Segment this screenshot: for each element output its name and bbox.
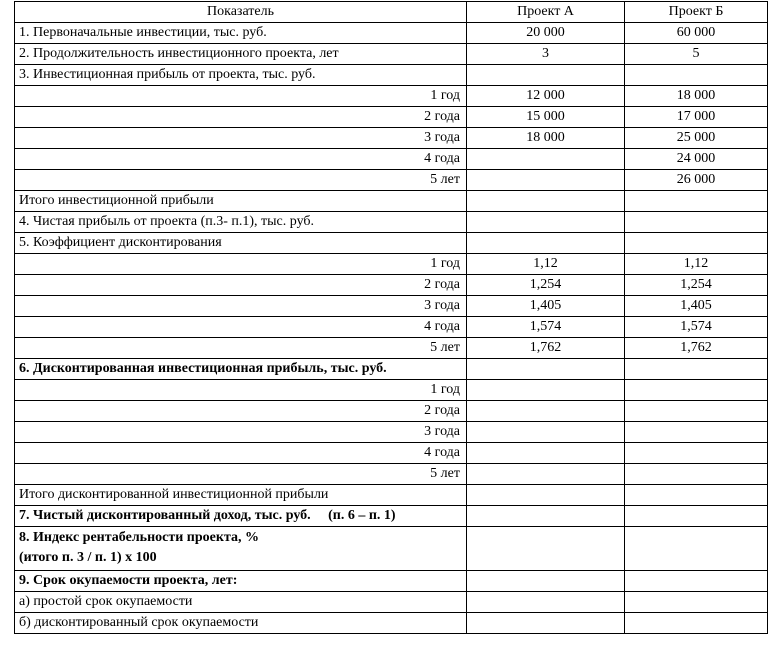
table-row [15, 191, 768, 212]
value-a [467, 65, 625, 86]
value-a [467, 485, 625, 506]
header-project-b: Проект Б [625, 2, 768, 23]
table-row [15, 338, 768, 359]
year-label: 4 года [15, 149, 467, 170]
value-b: 1,254 [625, 275, 768, 296]
year-label: 3 года [15, 296, 467, 317]
table-row [15, 254, 768, 275]
table-row [15, 592, 768, 613]
value-a [467, 380, 625, 401]
value-b: 17 000 [625, 107, 768, 128]
table-row [15, 443, 768, 464]
value-a: 15 000 [467, 107, 625, 128]
value-b: 1,574 [625, 317, 768, 338]
year-label: 5 лет [15, 338, 467, 359]
row-label: Итого дисконтированной инвестиционной прибыли [15, 485, 467, 506]
value-a [467, 443, 625, 464]
row-label: Итого инвестиционной прибыли [15, 191, 467, 212]
value-a: 1,574 [467, 317, 625, 338]
row-label [15, 527, 467, 571]
table-row [15, 613, 768, 634]
row-label: 5. Коэффициент дисконтирования [15, 233, 467, 254]
value-a [467, 149, 625, 170]
row-label: а) простой срок окупаемости [15, 592, 467, 613]
table-row [15, 422, 768, 443]
row-label: 7. Чистый дисконтированный доход, тыс. руб. (п. 6 – п. 1) [15, 506, 467, 527]
row-label-line1: 8. Индекс рентабельности проекта, % [19, 530, 259, 545]
year-label: 2 года [15, 275, 467, 296]
value-b [625, 613, 768, 634]
table-row [15, 233, 768, 254]
value-a [467, 571, 625, 592]
row-label: 3. Инвестиционная прибыль от проекта, тыс. руб. [15, 65, 467, 86]
value-a [467, 233, 625, 254]
table-row [15, 317, 768, 338]
indicators-table [14, 1, 768, 634]
table-row [15, 527, 768, 571]
value-b: 1,762 [625, 338, 768, 359]
header-project-a: Проект А [467, 2, 625, 23]
value-b: 1,12 [625, 254, 768, 275]
table-row [15, 149, 768, 170]
value-a [467, 212, 625, 233]
value-b [625, 571, 768, 592]
value-b [625, 212, 768, 233]
value-a: 20 000 [467, 23, 625, 44]
year-label: 1 год [15, 254, 467, 275]
row-label: 2. Продолжительность инвестиционного проекта, лет [15, 44, 467, 65]
table-header-row [15, 2, 768, 23]
value-b [625, 401, 768, 422]
row-label: 9. Срок окупаемости проекта, лет: [15, 571, 467, 592]
value-a [467, 170, 625, 191]
row-label: 1. Первоначальные инвестиции, тыс. руб. [15, 23, 467, 44]
year-label: 5 лет [15, 170, 467, 191]
value-b [625, 359, 768, 380]
year-label: 4 года [15, 443, 467, 464]
value-b: 18 000 [625, 86, 768, 107]
table-row [15, 485, 768, 506]
year-label: 2 года [15, 401, 467, 422]
value-a [467, 401, 625, 422]
row-label: 4. Чистая прибыль от проекта (п.3- п.1), тыс. руб. [15, 212, 467, 233]
table-row [15, 380, 768, 401]
value-b [625, 65, 768, 86]
value-b: 60 000 [625, 23, 768, 44]
year-label: 3 года [15, 422, 467, 443]
value-a [467, 464, 625, 485]
value-b: 25 000 [625, 128, 768, 149]
row-label: 6. Дисконтированная инвестиционная прибыль, тыс. руб. [15, 359, 467, 380]
value-b [625, 380, 768, 401]
table-row [15, 506, 768, 527]
table-row [15, 170, 768, 191]
value-b [625, 485, 768, 506]
value-b: 5 [625, 44, 768, 65]
value-b: 24 000 [625, 149, 768, 170]
table-row [15, 275, 768, 296]
value-b [625, 592, 768, 613]
table-row [15, 401, 768, 422]
year-label: 1 год [15, 380, 467, 401]
header-indicator: Показатель [15, 2, 467, 23]
row-label: б) дисконтированный срок окупаемости [15, 613, 467, 634]
value-b [625, 527, 768, 571]
value-b: 1,405 [625, 296, 768, 317]
table-row [15, 212, 768, 233]
table-row [15, 107, 768, 128]
value-b [625, 464, 768, 485]
table-row [15, 359, 768, 380]
value-b [625, 506, 768, 527]
year-label: 2 года [15, 107, 467, 128]
year-label: 4 года [15, 317, 467, 338]
value-b [625, 443, 768, 464]
value-a: 1,762 [467, 338, 625, 359]
table-row [15, 296, 768, 317]
value-a [467, 506, 625, 527]
value-b [625, 191, 768, 212]
value-a [467, 613, 625, 634]
table-row [15, 44, 768, 65]
row-label-line2: (итого п. 3 / п. 1) х 100 [19, 550, 157, 565]
value-a [467, 191, 625, 212]
table-row [15, 23, 768, 44]
table-row [15, 65, 768, 86]
value-a: 1,254 [467, 275, 625, 296]
table-row [15, 86, 768, 107]
table-row [15, 128, 768, 149]
table-row [15, 464, 768, 485]
value-a [467, 527, 625, 571]
value-a: 1,12 [467, 254, 625, 275]
value-b: 26 000 [625, 170, 768, 191]
table-row [15, 571, 768, 592]
value-b [625, 233, 768, 254]
value-b [625, 422, 768, 443]
value-a [467, 592, 625, 613]
value-a: 18 000 [467, 128, 625, 149]
value-a: 3 [467, 44, 625, 65]
year-label: 3 года [15, 128, 467, 149]
value-a: 12 000 [467, 86, 625, 107]
value-a: 1,405 [467, 296, 625, 317]
value-a [467, 359, 625, 380]
value-a [467, 422, 625, 443]
year-label: 1 год [15, 86, 467, 107]
year-label: 5 лет [15, 464, 467, 485]
